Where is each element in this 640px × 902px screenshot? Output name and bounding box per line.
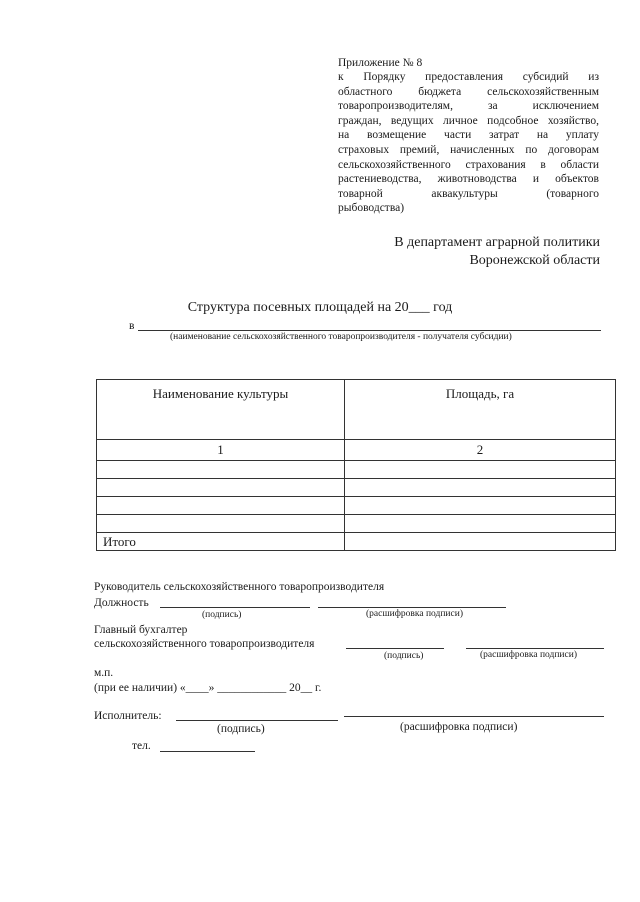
head-title: Руководитель сельскохозяйственного товаропроизводителя — [94, 581, 385, 593]
area-cell[interactable] — [345, 515, 616, 533]
executor-signature-caption: (подпись) — [217, 723, 265, 735]
addressee — [394, 234, 600, 270]
seal-date-line: (при ее наличии) «____» ____________ 20__ г. — [94, 682, 322, 694]
recipient-prefix: в — [129, 320, 135, 332]
annex-line: граждан, ведущих личное подсобное хозяйство, — [338, 114, 599, 127]
annex-line: к Порядку предоставления субсидий из — [338, 71, 599, 83]
head-signature-field[interactable] — [160, 607, 310, 608]
crop-name-cell[interactable] — [97, 479, 345, 497]
crop-name-cell[interactable] — [97, 497, 345, 515]
table-row — [97, 497, 616, 515]
head-decode-caption: (расшифровка подписи) — [366, 609, 463, 619]
annex-line: на возмещение части затрат на уплату — [338, 129, 599, 142]
total-label: Итого — [97, 533, 345, 551]
annex-title: Приложение № 8 — [338, 57, 423, 69]
annex-line: страховых премий, начисленных по договорам — [338, 143, 599, 156]
crop-area-table — [96, 379, 616, 551]
accountant-subtitle: сельскохозяйственного товаропроизводителя — [94, 638, 315, 650]
executor-signature-field[interactable] — [176, 720, 338, 721]
phone-label: тел. — [132, 740, 151, 752]
area-cell[interactable] — [345, 479, 616, 497]
table-total-row — [97, 533, 616, 551]
column-number-2: 2 — [345, 440, 616, 461]
area-cell[interactable] — [345, 461, 616, 479]
addressee-line-1: В департамент аграрной политики — [394, 235, 600, 250]
header-area: Площадь, га — [345, 380, 616, 440]
table-header-row — [97, 380, 616, 440]
annex-line: растениеводства, животноводства и объектов — [338, 173, 599, 186]
phone-field[interactable] — [160, 751, 255, 752]
accountant-signature-caption: (подпись) — [384, 651, 424, 661]
annex-line: сельскохозяйственного страхования в области — [338, 158, 599, 171]
table-row — [97, 479, 616, 497]
recipient-caption: (наименование сельскохозяйственного товаропроизводителя - получателя субсидии) — [170, 332, 512, 342]
area-cell[interactable] — [345, 497, 616, 515]
head-signature-caption: (подпись) — [202, 610, 242, 620]
crop-name-cell[interactable] — [97, 515, 345, 533]
table-row — [97, 461, 616, 479]
addressee-line-2: Воронежской области — [469, 253, 600, 268]
column-number-1: 1 — [97, 440, 345, 461]
table-row — [97, 515, 616, 533]
accountant-signature-field[interactable] — [346, 648, 444, 649]
header-crop-name: Наименование культуры — [97, 380, 345, 440]
annex-description — [338, 70, 599, 216]
executor-decode-field[interactable] — [344, 716, 604, 717]
accountant-title: Главный бухгалтер — [94, 624, 188, 636]
crop-name-cell[interactable] — [97, 461, 345, 479]
annex-line: рыбоводства) — [338, 202, 405, 215]
document-title: Структура посевных площадей на 20___ год — [187, 300, 453, 315]
recipient-name-field[interactable] — [138, 330, 601, 331]
accountant-decode-field[interactable] — [466, 648, 604, 649]
head-decode-field[interactable] — [318, 607, 506, 608]
table-column-number-row — [97, 440, 616, 461]
annex-line: товарной аквакультуры (товарного — [338, 187, 599, 200]
accountant-decode-caption: (расшифровка подписи) — [480, 650, 577, 660]
seal-label: м.п. — [94, 667, 114, 679]
position-label: Должность — [94, 597, 149, 609]
annex-line: областного бюджета сельскохозяйственным — [338, 85, 599, 98]
executor-label: Исполнитель: — [94, 710, 162, 722]
total-area-cell[interactable] — [345, 533, 616, 551]
executor-decode-caption: (расшифровка подписи) — [400, 721, 518, 733]
annex-line: товаропроизводителям, за исключением — [338, 100, 599, 113]
